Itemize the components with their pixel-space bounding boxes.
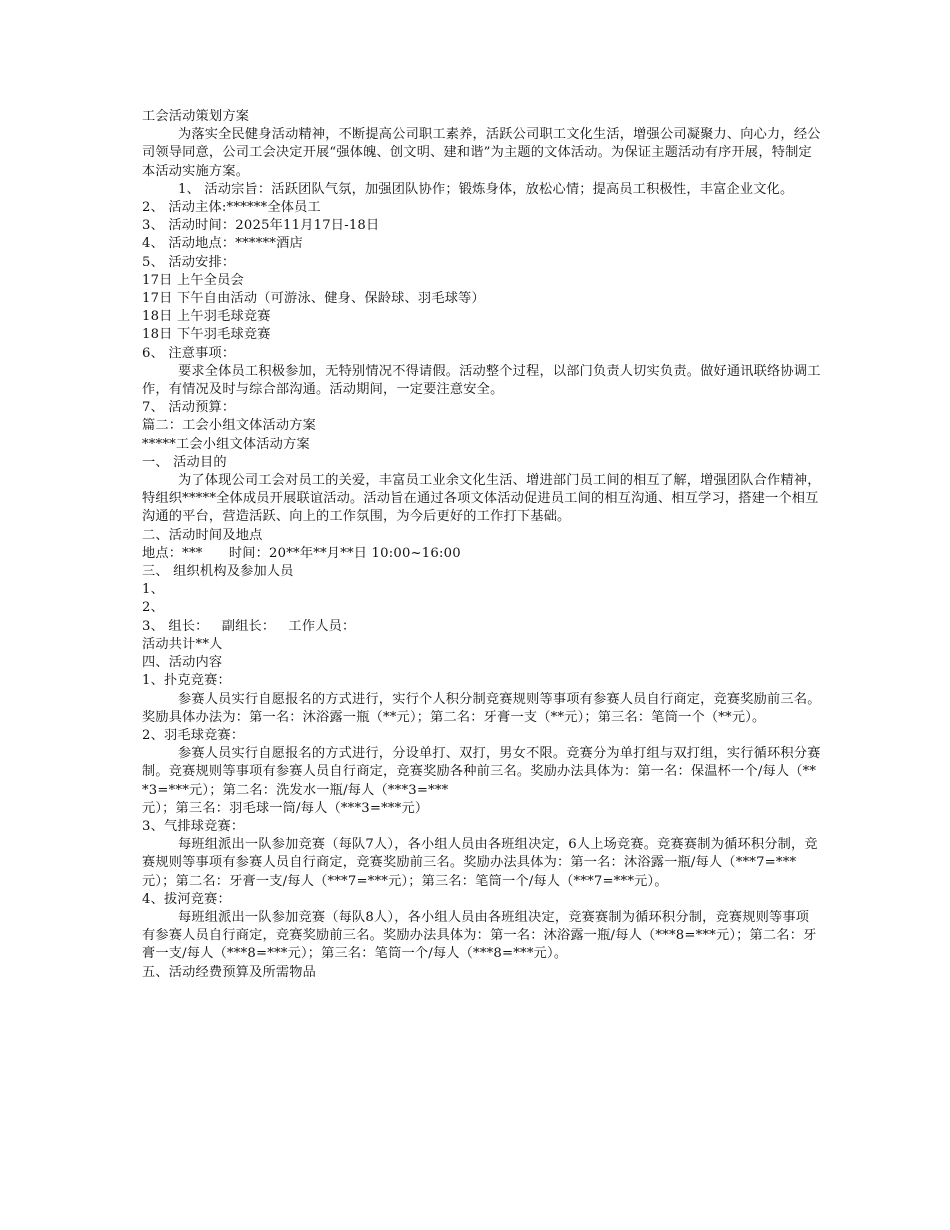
item-purpose: 1、 活动宗旨：活跃团队气氛，加强团队协作；锻炼身体，放松心情；提高员工积极性，丰富企业文化。: [178, 181, 794, 197]
org-line: 2、: [142, 600, 164, 616]
participant-total: 活动共计**人: [142, 636, 223, 652]
org-line: 1、: [142, 582, 164, 598]
item-time: 3、 活动时间：2025年11月17日-18日: [142, 218, 380, 234]
section-heading: 三、 组织机构及参加人员: [142, 564, 294, 580]
place-time-line: 地点：*** 时间：20**年**月**日 10:00~16:00: [142, 545, 461, 561]
contest-paragraph: 参赛人员实行自愿报名的方式进行，实行个人积分制竞赛规则等事项有参赛人员自行商定，竞赛奖励前三名。奖励具体办法为：第一名：沐浴露一瓶（**元）；第二名：牙膏一支（**元）；第三名：笔筒一个（**元）。: [142, 691, 821, 725]
intro-paragraph: 为落实全民健身活动精神，不断提高公司职工素养，活跃公司职工文化生活，增强公司凝聚力、向心力，经公司领导同意，公司工会决定开展“强体魄、创文明、建和谐”为主题的文体活动。为保证主题活动有序开展，特制定本活动实施方案。: [142, 127, 821, 179]
schedule-line: 18日 上午羽毛球竞赛: [142, 309, 271, 325]
org-line: 3、 组长： 副组长： 工作人员：: [142, 618, 356, 634]
contest-heading: 1、扑克竞赛：: [142, 673, 231, 689]
contest-paragraph-continued: 元）；第三名：羽毛球一筒/每人（***3=***元）: [142, 800, 429, 816]
document-title: 工会活动策划方案: [142, 109, 250, 124]
item-notes: 6、 注意事项：: [142, 345, 236, 361]
contest-paragraph: 每班组派出一队参加竞赛（每队8人），各小组人员由各班组决定，竞赛赛制为循环积分制，竞赛规则等事项有参赛人员自行商定，竞赛奖励前三名。奖励办法具体为：第一名：沐浴露一瓶/每人（***8=***元）；第二名：牙膏一支/每人（***8=***元）；第三名：笔筒一个/每人（***8=***元）。: [142, 909, 817, 962]
schedule-line: 17日 下午自由活动（可游泳、健身、保龄球、羽毛球等）: [142, 291, 485, 307]
section-heading: 二、活动时间及地点: [142, 527, 263, 543]
part-two-heading: 篇二：工会小组文体活动方案: [142, 418, 317, 434]
contest-paragraph: 每班组派出一队参加竞赛（每队7人），各小组人员由各班组决定，6人上场竞赛。竞赛赛制为循环积分制，竞赛规则等事项有参赛人员自行商定，竞赛奖励前三名。奖励办法具体为：第一名：沐浴露一瓶/每人（***7=***元）；第二名：牙膏一支/每人（***7=***元）；第三名：笔筒一个/每人（***7=***元）。: [142, 837, 818, 889]
part-two-title: *****工会小组文体活动方案: [142, 436, 310, 452]
contest-heading: 4、拔河竞赛：: [142, 891, 231, 907]
section-heading: 一、 活动目的: [142, 454, 227, 470]
notes-paragraph: 要求全体员工积极参加，无特别情况不得请假。活动整个过程，以部门负责人切实负责。做好通讯联络协调工作，有情况及时与综合部沟通。活动期间，一定要注意安全。: [142, 363, 821, 398]
contest-heading: 3、气排球竞赛：: [142, 818, 245, 834]
contest-heading: 2、羽毛球竞赛：: [142, 727, 245, 743]
item-budget: 7、 活动预算：: [142, 400, 236, 416]
item-schedule: 5、 活动安排：: [142, 254, 236, 270]
schedule-line: 17日 上午全员会: [142, 272, 244, 288]
item-subject: 2、 活动主体:******全体员工: [142, 200, 321, 216]
purpose-paragraph: 为了体现公司工会对员工的关爱，丰富员工业余文化生活、增进部门员工间的相互了解，增强团队合作精神，特组织*****全体成员开展联谊活动。活动旨在通过各项文体活动促进员工间的相互沟通、相互学习，搭建一个相互沟通的平台，营造活跃、向上的工作氛围，为今后更好的工作打下基础。: [142, 473, 821, 525]
contest-paragraph: 参赛人员实行自愿报名的方式进行，分设单打、双打，男女不限。竞赛分为单打组与双打组，实行循环积分赛制。竞赛规则等事项有参赛人员自行商定，竞赛奖励各种前三名。奖励办法具体为：第一名：保温杯一个/每人（***3=***元）；第二名：洗发水一瓶/每人（***3=***: [142, 746, 821, 798]
item-location: 4、 活动地点：******酒店: [142, 236, 303, 252]
document-page: [142, 108, 822, 982]
schedule-line: 18日 下午羽毛球竞赛: [142, 327, 271, 343]
section-heading: 五、活动经费预算及所需物品: [142, 964, 317, 980]
section-heading: 四、活动内容: [142, 655, 223, 671]
